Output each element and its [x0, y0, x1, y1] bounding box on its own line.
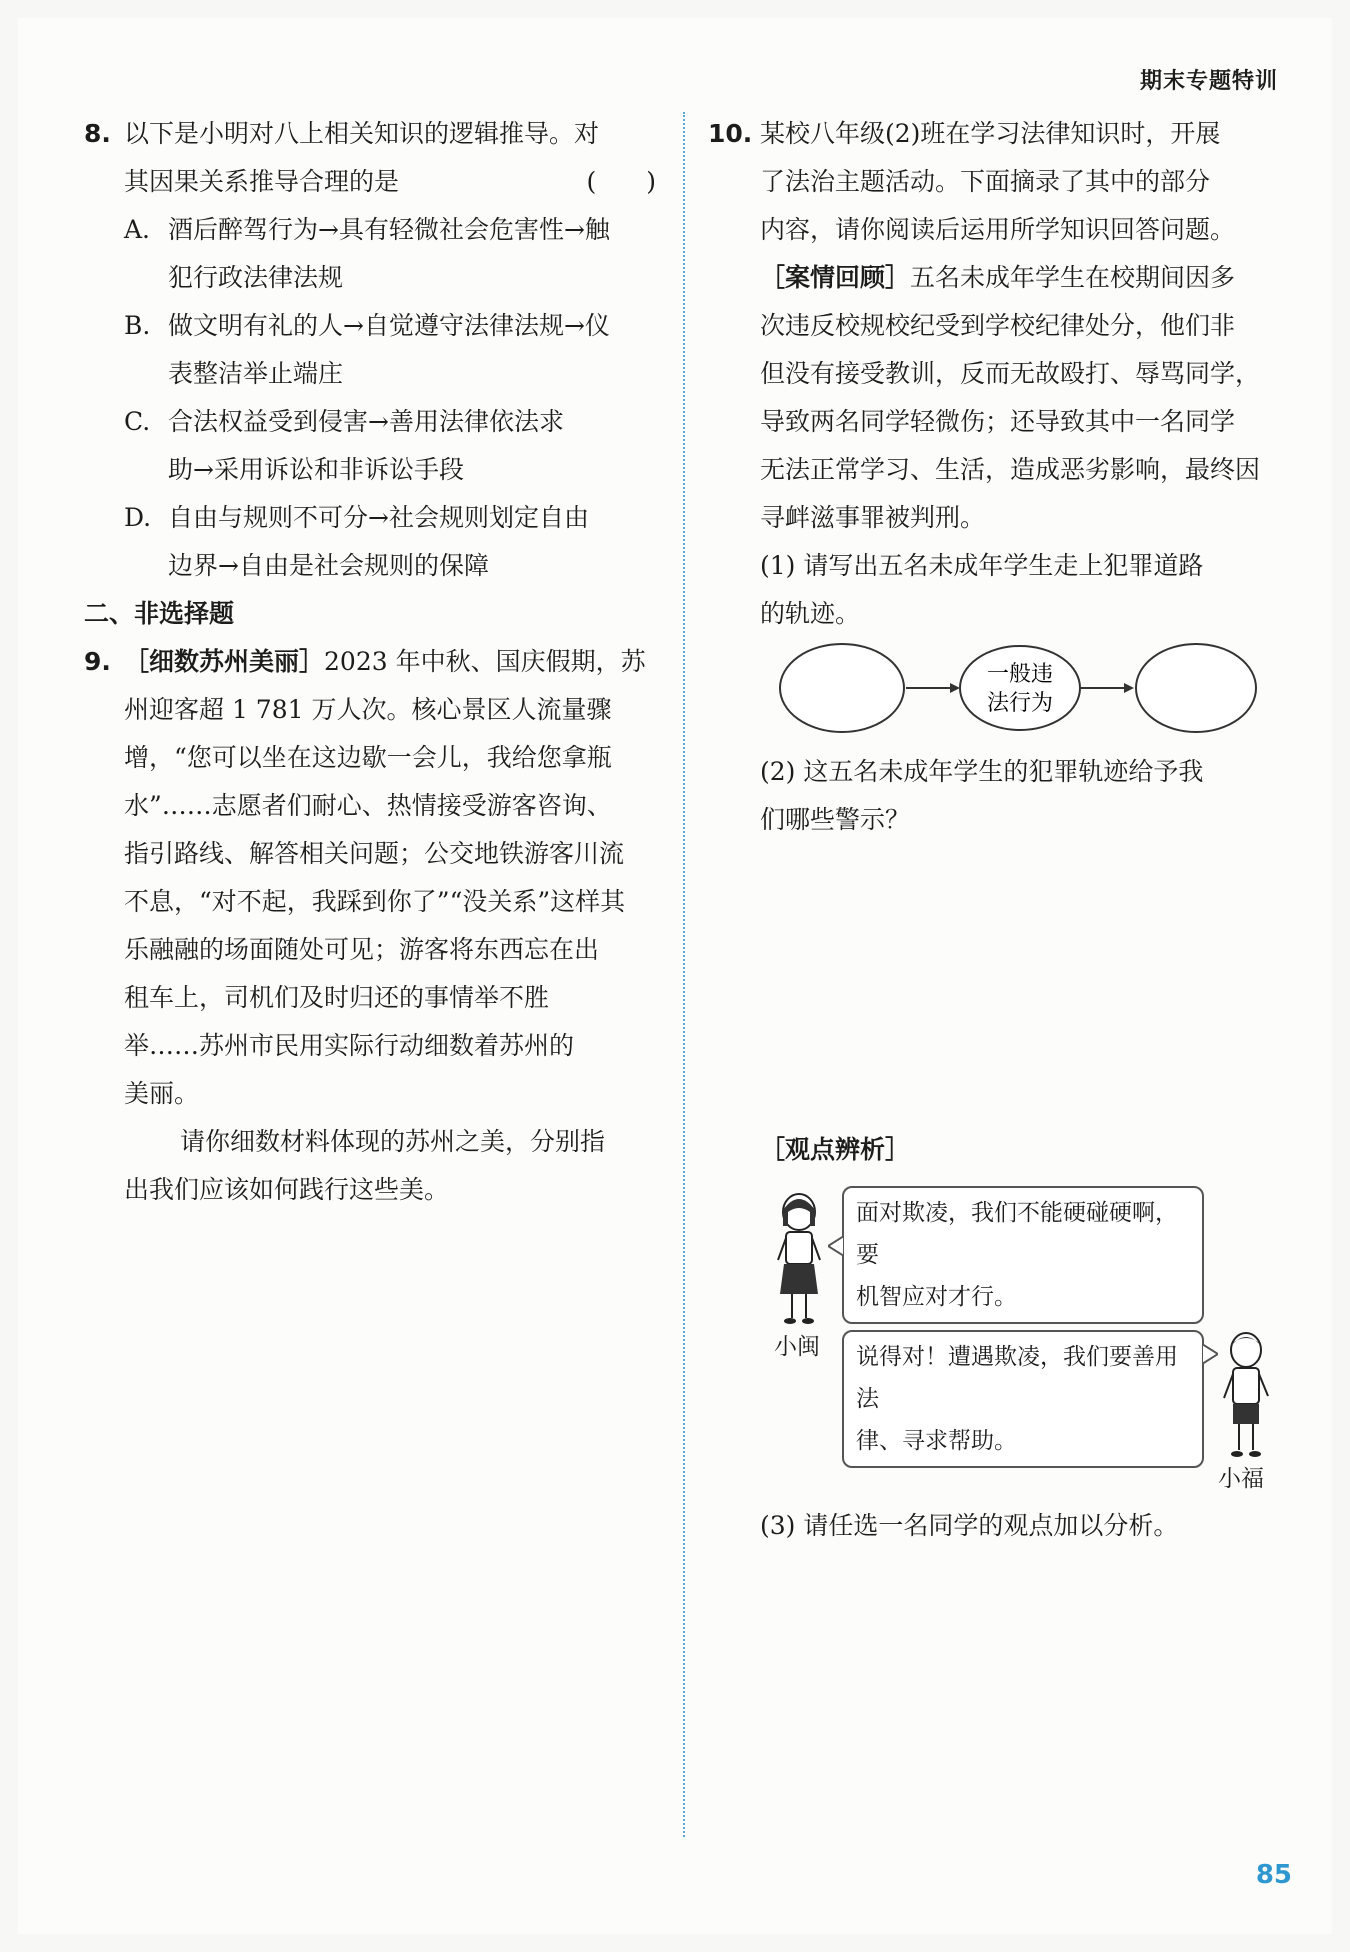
q8-number: 8. [84, 119, 111, 148]
q10-case-line1 [708, 254, 1282, 302]
arrow-head [950, 683, 960, 693]
option-text: 犯行政法律法规 [168, 263, 344, 292]
q8-option-a[interactable] [84, 206, 660, 302]
bubble-pointer-icon [828, 1236, 844, 1256]
q10-intro-line: 了法治主题活动。下面摘录了其中的部分 [760, 167, 1211, 196]
q10-case-line: 无法正常学习、生活，造成恶劣影响，最终因 [760, 455, 1261, 484]
page-number: 85 [1255, 1860, 1292, 1890]
column-divider [683, 112, 685, 1837]
q8-option-d[interactable] [84, 494, 660, 590]
option-text: 边界→自由是社会规则的保障 [168, 551, 489, 580]
q10-case-line: 次违反校规校纪受到学校纪律处分，他们非 [760, 311, 1236, 340]
q9-material-line: 水”……志愿者们耐心、热情接受游客咨询、 [124, 791, 612, 820]
q10-sub2 [708, 748, 1282, 844]
q10-case-line: 导致两名同学轻微伤；还导致其中一名同学 [760, 407, 1236, 436]
speech1-text1: 面对欺凌，我们不能硬碰硬啊，要 [856, 1200, 1178, 1268]
page-header: 期末专题特训 [1139, 69, 1278, 94]
viewpoint-tag: ［观点辨析］ [760, 1135, 911, 1164]
section-title: 二、非选择题 [84, 599, 235, 628]
q9-line1 [84, 638, 660, 686]
option-text: 自由与规则不可分→社会规则划定自由 [168, 503, 589, 532]
option-letter: A. [124, 215, 151, 244]
bubble-pointer-icon [1202, 1344, 1218, 1364]
q9-material-line: 指引路线、解答相关问题；公交地铁游客川流 [124, 839, 625, 868]
speaker1-label: 小闽 [774, 1334, 820, 1360]
q10-sub2-line1: (2) 这五名未成年学生的犯罪轨迹给予我 [760, 757, 1204, 786]
left-column [84, 110, 660, 1214]
q10-sub3: (3) 请任选一名同学的观点加以分析。 [760, 1511, 1179, 1540]
q9-material-line: 租车上，司机们及时归还的事情举不胜 [124, 983, 550, 1012]
option-text: 合法权益受到侵害→善用法律依法求 [168, 407, 564, 436]
answer-bracket[interactable]: ( ) [586, 167, 656, 196]
q9-task-line2: 出我们应该如何践行这些美。 [124, 1175, 450, 1204]
crime-path-diagram [778, 638, 1258, 738]
q8-stem-line1 [84, 110, 660, 158]
q8-stem-text1: 以下是小明对八上相关知识的逻辑推导。对 [124, 119, 600, 148]
q10-case-line: 寻衅滋事罪被判刑。 [760, 503, 986, 532]
speech2-text1: 说得对！遭遇欺凌，我们要善用法 [856, 1344, 1178, 1412]
q10-sub2-line2: 们哪些警示？ [760, 805, 911, 834]
q10-sub1-line2: 的轨迹。 [760, 599, 861, 628]
q9-material-line: 乐融融的场面随处可见；游客将东西忘在出 [124, 935, 600, 964]
option-letter: D. [124, 503, 152, 532]
q9-tag: ［细数苏州美丽］ [124, 647, 325, 676]
speech1-text2: 机智应对才行。 [856, 1284, 1017, 1310]
case-tag: ［案情回顾］ [760, 263, 911, 292]
girl-figure-icon [772, 1190, 826, 1330]
q10-sub1-line1: (1) 请写出五名未成年学生走上犯罪道路 [760, 551, 1204, 580]
flow-middle-text2: 法行为 [986, 691, 1054, 716]
option-letter: C. [124, 407, 151, 436]
q8-option-b[interactable] [84, 302, 660, 398]
q9-material-line: 举……苏州市民用实际行动细数着苏州的 [124, 1031, 575, 1060]
q8-option-c[interactable] [84, 398, 660, 494]
q8-stem-line2 [84, 158, 660, 206]
q10-intro-text: 某校八年级(2)班在学习法律知识时，开展 [760, 119, 1221, 148]
blank-ellipse-right[interactable] [1136, 644, 1256, 732]
q9-text: 2023 年中秋、国庆假期，苏 [324, 647, 646, 676]
q10-number: 10. [708, 119, 753, 148]
boy-figure-icon [1218, 1330, 1274, 1464]
option-letter: B. [124, 311, 151, 340]
speech-bubble-2 [842, 1330, 1204, 1468]
q8-stem-text2: 其因果关系推导合理的是 [124, 167, 400, 196]
option-text: 助→采用诉讼和非诉讼手段 [168, 455, 464, 484]
speech-bubble-1 [842, 1186, 1204, 1324]
q9-number: 9. [84, 647, 111, 676]
q9-material-line: 州迎客超 1 781 万人次。核心景区人流量骤 [124, 695, 612, 724]
q9-material-line: 不息，“对不起，我踩到你了”“没关系”这样其 [124, 887, 626, 916]
case-text: 五名未成年学生在校期间因多 [910, 263, 1236, 292]
speech2-text2: 律、寻求帮助。 [856, 1428, 1017, 1454]
q9-material-line: 美丽。 [124, 1079, 200, 1108]
option-text: 表整洁举止端庄 [168, 359, 344, 388]
option-text: 酒后醉驾行为→具有轻微社会危害性→触 [168, 215, 610, 244]
q9-material-line: 增，“您可以坐在这边歇一会儿，我给您拿瓶 [124, 743, 612, 772]
speaker2-label: 小福 [1218, 1466, 1264, 1492]
middle-ellipse [960, 646, 1080, 730]
right-column [708, 110, 1282, 638]
q9-task-line1: 请你细数材料体现的苏州之美，分别指 [180, 1127, 606, 1156]
blank-ellipse-left[interactable] [780, 644, 904, 732]
flow-middle-text1: 一般违 [986, 662, 1054, 687]
q10-case-line: 但没有接受教训，反而无故殴打、辱骂同学， [760, 359, 1261, 388]
option-text: 做文明有礼的人→自觉遵守法律法规→仪 [168, 311, 610, 340]
q10-intro-line: 内容，请你阅读后运用所学知识回答问题。 [760, 215, 1236, 244]
arrow-head [1124, 683, 1134, 693]
q10-intro-line1 [708, 110, 1282, 158]
